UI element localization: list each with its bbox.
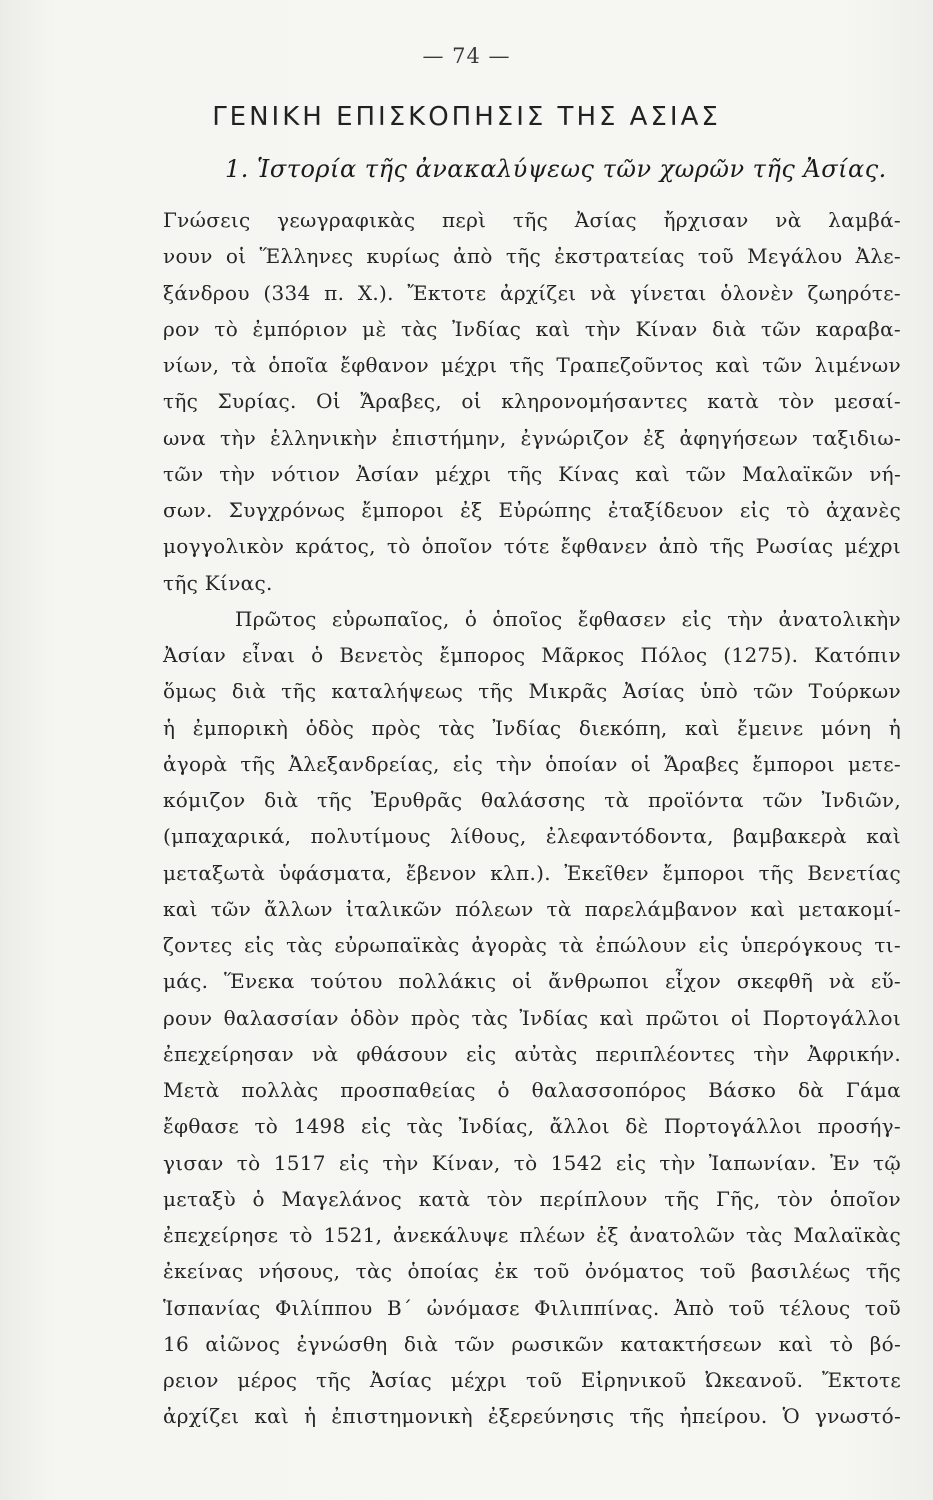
text-line: ἀρχίζει καὶ ἡ ἐπιστημονικὴ ἐξερεύνησις τῆς ἠπείρου. Ὁ γνωστό- [163,1404,901,1429]
text-line: (μπαχαρικά, πολυτίμους λίθους, ἐλεφαντόδοντα, βαμβακερὰ καὶ [163,824,901,849]
text-line: Ἱσπανίας Φιλίππου Β΄ ὠνόμασε Φιλιππίνας. Ἀπὸ τοῦ τέλους τοῦ [163,1295,901,1320]
text-line: Ἀσίαν εἶναι ὁ Βενετὸς ἔμπορος Μᾶρκος Πόλος (1275). Κατόπιν [163,643,901,667]
page-number: — 74 — [422,44,511,68]
text-line: μεταξωτὰ ὑφάσματα, ἔβενον κλπ.). Ἐκεῖθεν ἔμποροι τῆς Βενετίας [163,860,901,885]
text-line: Γνώσεις γεωγραφικὰς περὶ τῆς Ἀσίας ἤρχισαν νὰ λαμβά- [163,208,901,232]
text-line: μεταξὺ ὁ Μαγελάνος κατὰ τὸν περίπλουν τῆς Γῆς, τὸν ὁποῖον [163,1186,901,1211]
text-line: ωνα τὴν ἑλληνικὴν ἐπιστήμην, ἐγνώριζον ἐξ ἀφηγήσεων ταξιδιω- [163,425,901,450]
text-line: ρον τὸ ἐμπόριον μὲ τὰς Ἰνδίας καὶ τὴν Κίναν διὰ τῶν καραβα- [163,316,901,341]
section-heading: 1. Ἱστορία τῆς ἀνακαλύψεως τῶν χωρῶν τῆς Ἀσίας. [225,155,887,183]
text-line: ὅμως διὰ τῆς καταλήψεως τῆς Μικρᾶς Ἀσίας ὑπὸ τῶν Τούρκων [163,679,901,704]
text-line: 16 αἰῶνος ἐγνώσθη διὰ τῶν ρωσικῶν κατακτήσεων καὶ τὸ βό- [163,1331,901,1356]
text-line: σων. Συγχρόνως ἔμποροι ἐξ Εὐρώπης ἐταξίδευον εἰς τὸ ἀχανὲς [163,498,901,522]
text-line: γισαν τὸ 1517 εἰς τὴν Κίναν, τὸ 1542 εἰς τὴν Ἰαπωνίαν. Ἐν τῷ [163,1150,901,1175]
text-line: τῆς Κίνας. [163,570,273,595]
text-line: ζοντες εἰς τὰς εὐρωπαϊκὰς ἀγορὰς τὰ ἐπώλουν εἰς ὑπερόγκους τι- [163,933,901,957]
text-line: νουν οἱ Ἕλληνες κυρίως ἀπὸ τῆς ἐκστρατείας τοῦ Μεγάλου Ἀλε- [163,244,901,269]
text-line: καὶ τῶν ἄλλων ἰταλικῶν πόλεων τὰ παρελάμβανον καὶ μετακομί- [163,896,901,921]
text-line: ἐπεχείρησε τὸ 1521, ἀνεκάλυψε πλέων ἐξ ἀνατολῶν τὰς Μαλαϊκὰς [163,1223,901,1247]
text-line: ρειον μέρος τῆς Ἀσίας μέχρι τοῦ Εἰρηνικοῦ Ὠκεανοῦ. Ἔκτοτε [163,1368,901,1392]
text-line: ἔφθασε τὸ 1498 εἰς τὰς Ἰνδίας, ἄλλοι δὲ Πορτογάλλοι προσήγ- [163,1114,901,1139]
text-line: νίων, τὰ ὁποῖα ἔφθανον μέχρι τῆς Τραπεζοῦντος καὶ τῶν λιμένων [163,353,901,377]
chapter-title: ΓΕΝΙΚΗ ΕΠΙΣΚΟΠΗΣΙΣ ΤΗΣ ΑΣΙΑΣ [212,102,721,132]
text-line: μάς. Ἕνεκα τούτου πολλάκις οἱ ἄνθρωποι εἶχον σκεφθῆ νὰ εὕ- [163,969,901,994]
text-line: ἐκείνας νήσους, τὰς ὁποίας ἐκ τοῦ ὀνόματος τοῦ βασιλέως τῆς [163,1259,901,1284]
text-line: ἐπεχείρησαν νὰ φθάσουν εἰς αὐτὰς περιπλέοντες τὴν Ἀφρικήν. [163,1041,901,1066]
text-line: ξάνδρου (334 π. Χ.). Ἔκτοτε ἀρχίζει νὰ γίνεται ὁλονὲν ζωηρότε- [163,280,901,305]
text-line: Μετὰ πολλὰς προσπαθείας ὁ θαλασσοπόρος Βάσκο δὰ Γάμα [163,1078,901,1102]
text-line: ἡ ἐμπορικὴ ὁδὸς πρὸς τὰς Ἰνδίας διεκόπη, καὶ ἔμεινε μόνη ἡ [163,715,901,740]
text-line: κόμιζον διὰ τῆς Ἐρυθρᾶς θαλάσσης τὰ προϊόντα τῶν Ἰνδιῶν, [163,788,901,812]
text-line: ἀγορὰ τῆς Ἀλεξανδρείας, εἰς τὴν ὁποίαν οἱ Ἄραβες ἔμποροι μετε- [163,751,901,776]
text-line: τῶν τὴν νότιον Ἀσίαν μέχρι τῆς Κίνας καὶ τῶν Μαλαϊκῶν νή- [163,461,901,486]
text-line: ρουν θαλασσίαν ὁδὸν πρὸς τὰς Ἰνδίας καὶ πρῶτοι οἱ Πορτογάλλοι [163,1005,901,1030]
text-line: τῆς Συρίας. Οἱ Ἄραβες, οἱ κληρονομήσαντες κατὰ τὸν μεσαί- [163,389,901,414]
text-line: μογγολικὸν κράτος, τὸ ὁποῖον τότε ἔφθανεν ἀπὸ τῆς Ρωσίας μέχρι [163,534,901,559]
text-line: Πρῶτος εὐρωπαῖος, ὁ ὁποῖος ἔφθασεν εἰς τὴν ἀνατολικὴν [235,606,901,631]
body-text [163,202,901,1435]
